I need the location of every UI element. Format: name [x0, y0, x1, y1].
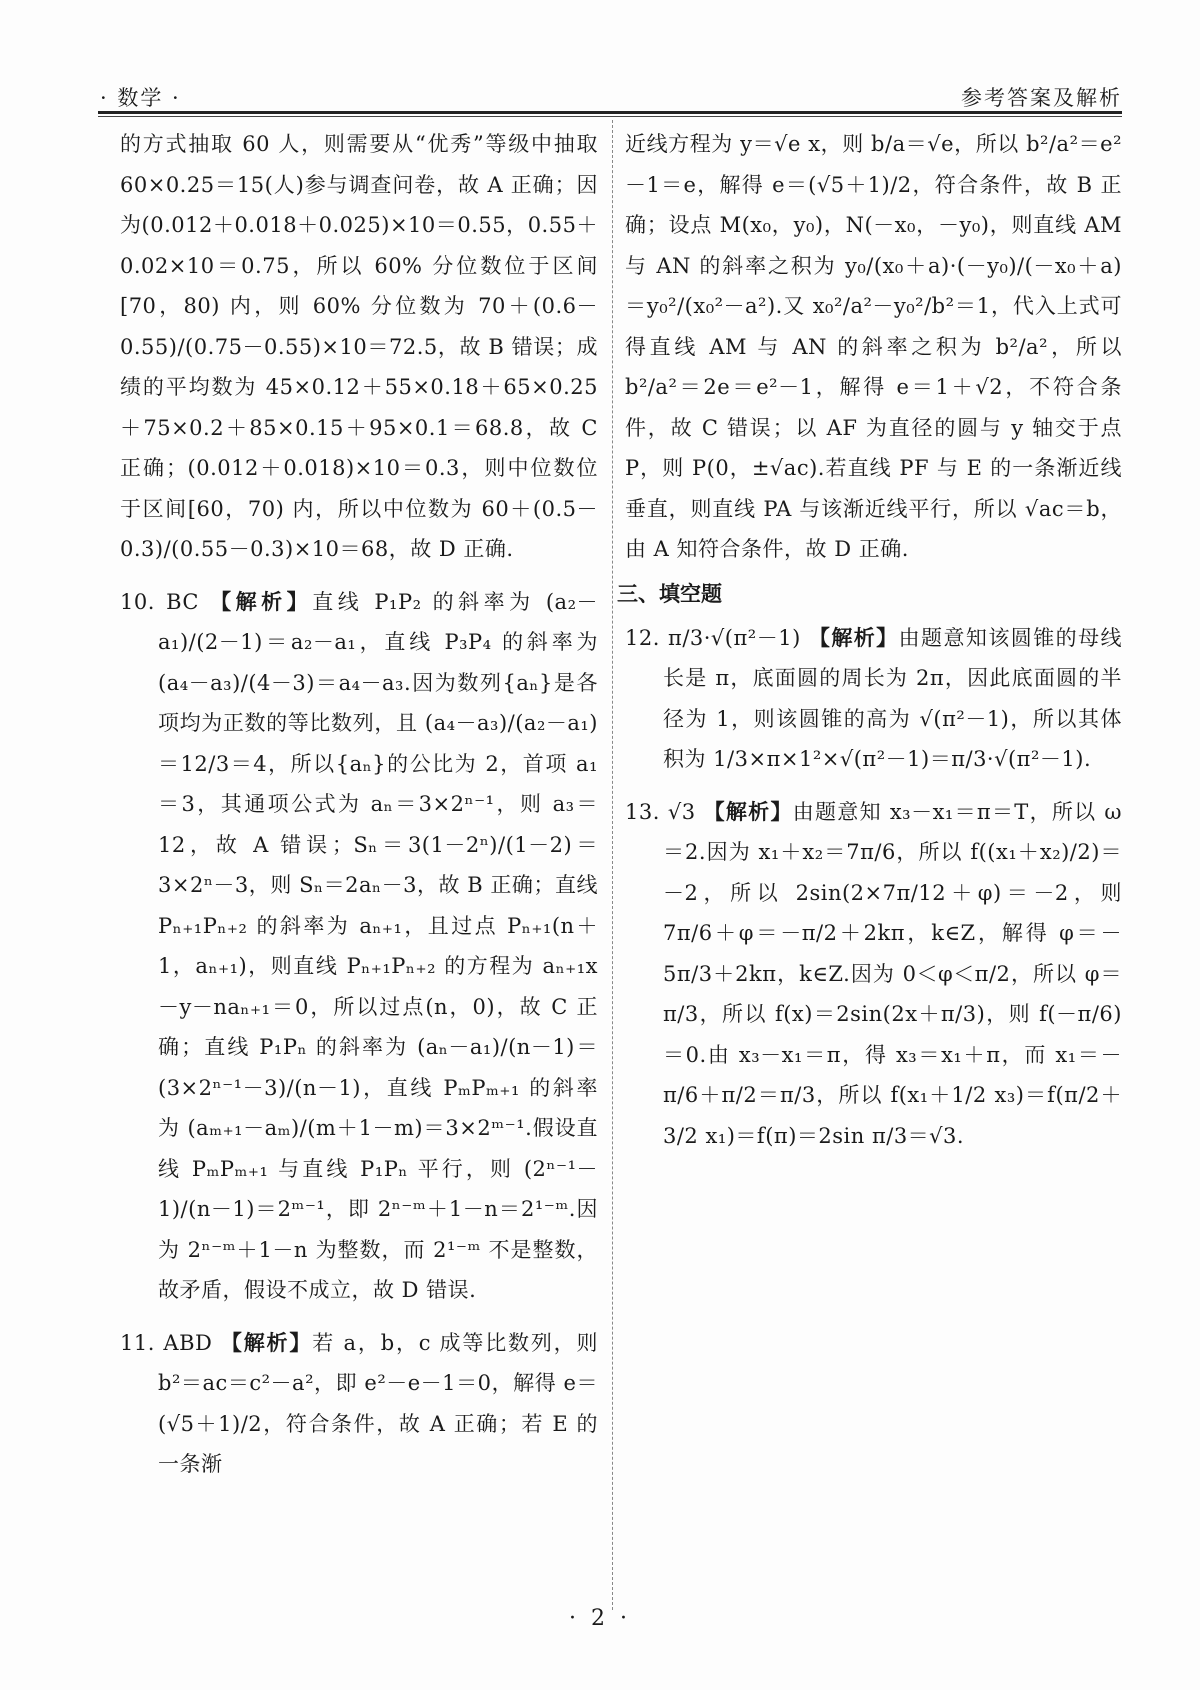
answer-11-continuation: 近线方程为 y＝√e x，则 b/a＝√e，所以 b²/a²＝e²－1＝e，解得 e＝(√5＋1)/2，符合条件，故 B 正确；设点 M(x₀，y₀)，N(－x₀，－y₀)，则直线 AM 与 AN 的斜率之积为 y₀/(x₀＋a)·(－y₀)/(－x₀＋a)＝y₀²/(x₀²－a²).又 x₀²/a²－y₀²/b²＝1，代入上式可得直线 AM 与 AN 的斜率之积为 b²/a²，所以 b²/a²＝2e＝e²－1，解得 e＝1＋√2，不符合条件，故 C 错误；以 AF 为直径的圆与 y 轴交于点 P，则 P(0，±√ac).若直线 PF 与 E 的一条渐近线垂直，则直线 PA 与该渐近线平行，所以 √ac＝b，由 A 知符合条件，故 D 正确.	[625, 132, 1122, 561]
analysis-tag: 【解析】	[210, 589, 313, 614]
answer-11	[120, 1323, 598, 1485]
header-subject: · 数学 ·	[100, 86, 181, 110]
question-number: 11.	[120, 1330, 155, 1355]
question-number: 13.	[625, 799, 660, 824]
question-number: 12.	[625, 625, 660, 650]
left-column	[120, 124, 598, 1485]
answer-key: ABD	[163, 1330, 213, 1355]
answer-12	[625, 618, 1122, 780]
question-number: 10.	[120, 589, 155, 614]
page-number: · 2 ·	[569, 1606, 631, 1631]
analysis-text: 由题意知该圆锥的母线长是 π，底面圆的周长为 2π，因此底面圆的半径为 1，则该圆锥的高为 √(π²－1)，所以其体积为 1/3×π×1²×√(π²－1)＝π/3·√(π²－1).	[663, 625, 1122, 771]
right-column	[617, 124, 1122, 1156]
answer-key: π/3·√(π²－1)	[668, 625, 801, 650]
analysis-text: 由题意知 x₃－x₁＝π＝T，所以 ω＝2.因为 x₁＋x₂＝7π/6，所以 f((x₁＋x₂)/2)＝－2，所以 2sin(2×7π/12＋φ)＝－2，则 7π/6＋φ＝－π/2＋2kπ，k∈Z，解得 φ＝－5π/3＋2kπ，k∈Z.因为 0＜φ＜π/2，所以 φ＝π/3，所以 f(x)＝2sin(2x＋π/3)，则 f(－π/6)＝0.由 x₃－x₁＝π，得 x₃＝x₁＋π，而 x₁＝－π/6＋π/2＝π/3，所以 f(x₁＋1/2 x₃)＝f(π/2＋3/2 x₁)＝f(π)＝2sin π/3＝√3.	[663, 799, 1122, 1148]
header-section-title: 参考答案及解析	[961, 86, 1122, 110]
analysis-text: 直线 P₁P₂ 的斜率为 (a₂－a₁)/(2－1)＝a₂－a₁，直线 P₃P₄ 的斜率为 (a₄－a₃)/(4－3)＝a₄－a₃.因为数列{aₙ}是各项均为正数的等比数列，且 (a₄－a₃)/(a₂－a₁)＝12/3＝4，所以{aₙ}的公比为 2，首项 a₁＝3，其通项公式为 aₙ＝3×2ⁿ⁻¹，则 a₃＝12，故 A 错误；Sₙ＝3(1－2ⁿ)/(1－2)＝3×2ⁿ－3，则 Sₙ＝2aₙ－3，故 B 正确；直线 Pₙ₊₁Pₙ₊₂ 的斜率为 aₙ₊₁，且过点 Pₙ₊₁(n＋1，aₙ₊₁)，则直线 Pₙ₊₁Pₙ₊₂ 的方程为 aₙ₊₁x－y－naₙ₊₁＝0，所以过点(n，0)，故 C 正确；直线 P₁Pₙ 的斜率为 (aₙ－a₁)/(n－1)＝(3×2ⁿ⁻¹－3)/(n－1)，直线 PₘPₘ₊₁ 的斜率为 (aₘ₊₁－aₘ)/(m＋1－m)＝3×2ᵐ⁻¹.假设直线 PₘPₘ₊₁ 与直线 P₁Pₙ 平行，则 (2ⁿ⁻¹－1)/(n－1)＝2ᵐ⁻¹，即 2ⁿ⁻ᵐ＋1－n＝2¹⁻ᵐ.因为 2ⁿ⁻ᵐ＋1－n 为整数，而 2¹⁻ᵐ 不是整数，故矛盾，假设不成立，故 D 错误.	[158, 589, 598, 1302]
running-header	[100, 78, 1122, 112]
header-rule-thick	[98, 111, 1122, 114]
answer-13	[625, 792, 1122, 1157]
analysis-tag: 【解析】	[808, 625, 899, 650]
header-rule-thin	[98, 116, 1122, 117]
analysis-tag: 【解析】	[220, 1330, 313, 1355]
column-divider	[612, 120, 613, 1610]
answer-9-continuation: 的方式抽取 60 人，则需要从“优秀”等级中抽取 60×0.25＝15(人)参与调查问卷，故 A 正确；因为(0.012＋0.018＋0.025)×10＝0.55，0.55＋0.02×10＝0.75，所以 60% 分位数位于区间[70，80) 内，则 60% 分位数为 70＋(0.6－0.55)/(0.75－0.55)×10＝72.5，故 B 错误；成绩的平均数为 45×0.12＋55×0.18＋65×0.25＋75×0.2＋85×0.15＋95×0.1＝68.8，故 C 正确；(0.012＋0.018)×10＝0.3，则中位数位于区间[60，70) 内，所以中位数为 60＋(0.5－0.3)/(0.55－0.3)×10＝68，故 D 正确.	[120, 132, 598, 561]
analysis-tag: 【解析】	[703, 799, 793, 824]
answer-10	[120, 582, 598, 1311]
answer-key: √3	[667, 799, 696, 824]
answer-key: BC	[166, 589, 199, 614]
section-heading-fill-in: 三、填空题	[617, 581, 722, 606]
analysis-text: 若 a，b，c 成等比数列，则 b²＝ac＝c²－a²，即 e²－e－1＝0，解得 e＝(√5＋1)/2，符合条件，故 A 正确；若 E 的一条渐	[158, 1330, 599, 1476]
